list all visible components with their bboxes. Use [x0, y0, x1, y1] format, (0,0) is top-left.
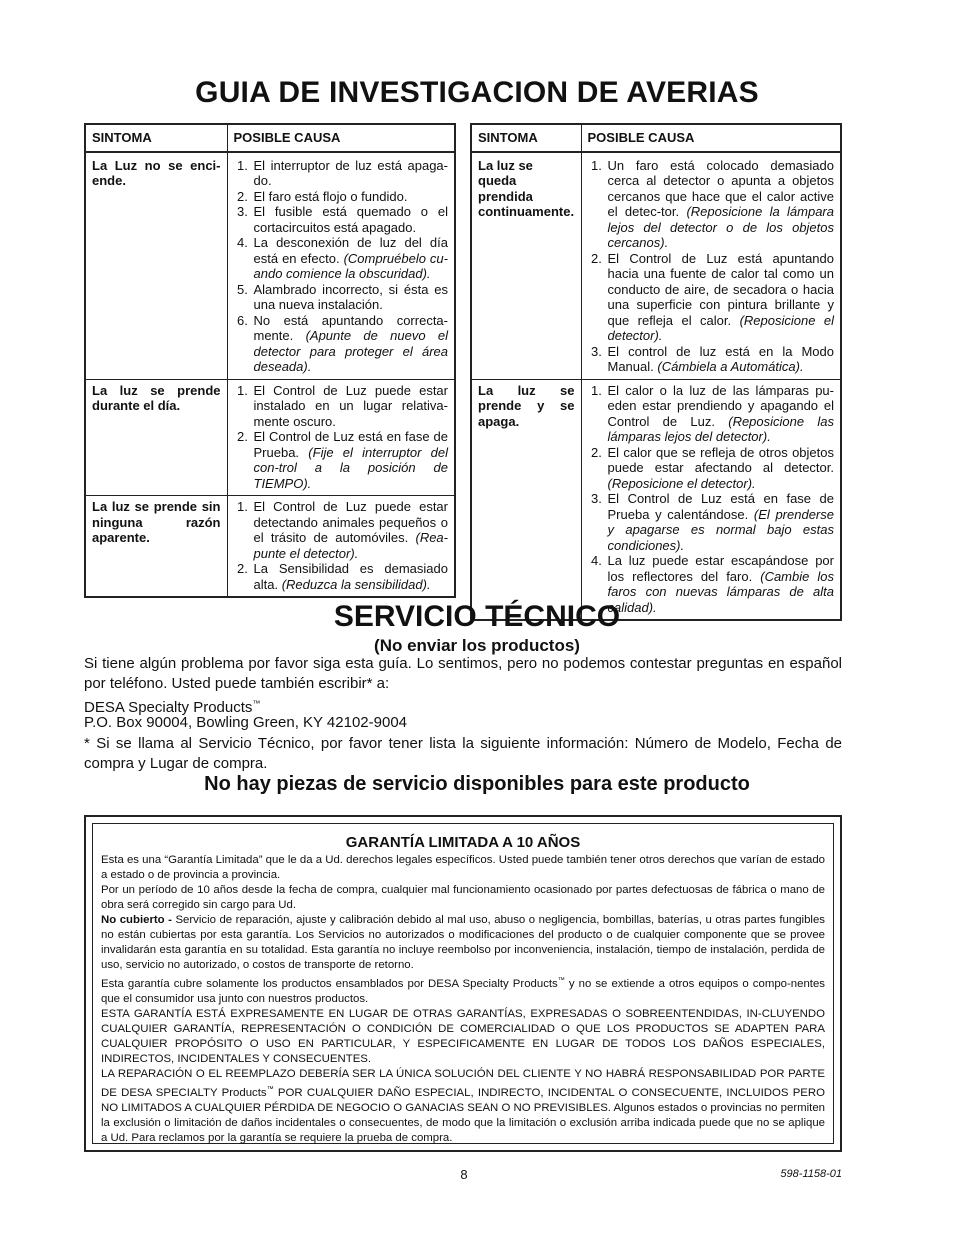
warranty-paragraph [101, 973, 825, 1007]
service-title: SERVICIO TÉCNICO [333, 600, 621, 633]
symptom-cell: La luz se queda prendida continuamente. [471, 152, 581, 380]
table-row [85, 152, 455, 380]
table-row [85, 496, 455, 598]
trademark-symbol: ™ [266, 1085, 274, 1093]
warranty-paragraph: ESTA GARANTÍA ESTÁ EXPRESAMENTE EN LUGAR DE OTRAS GARANTÍAS, EXPRESADAS O SOBREENTENDIDAS, IN-CLUYENDO CUALQUIER GARANTÍA, REPRESENTACIÓN O CONDICIÓN DE COMERCIALIDAD O QUE LOS PRODUCTOS SE ADAPTEN PARA CUALQUIER PROPÓSITO O USO EN PARTICULAR, Y ESPECIFICAMENTE EN LUGAR DE TODOS LOS DAÑOS ESPECIALES, INDIRECTOS, INCIDENTALES Y CONSECUENTES. [101, 1007, 825, 1065]
trademark-symbol: ™ [252, 699, 261, 708]
cause-note: (Compruébelo cu-ando comience la obscuridad). [253, 250, 448, 281]
warranty-box [84, 815, 842, 1152]
troubleshooting-table-left [84, 123, 456, 598]
trademark-symbol: ™ [557, 977, 565, 984]
not-covered-label: No cubierto - [101, 914, 172, 926]
table-row [471, 379, 841, 620]
cause-text: El fusible está quemado o el cortacircuitos está apagado. [253, 204, 448, 235]
cause-note: (Reposicione la lámpara lejos del detector o de los objetos cercanos). [607, 204, 834, 250]
cause-text: El Control de Luz puede estar detectando animales pequeños o el trásito de automóviles. [253, 499, 448, 545]
cause-text: El calor o la luz de las lámparas pu-eden estar prendiendo y apagando el Control de Luz. [607, 382, 834, 429]
cause-item [252, 313, 449, 375]
cause-list [234, 158, 449, 375]
cause-list [588, 158, 835, 375]
table-header-row [471, 124, 841, 152]
document-number: 598-1158-01 [780, 1168, 842, 1180]
cause-note: (Rea-punte el detector). [253, 530, 448, 561]
service-subtitle: (No enviar los productos) [374, 636, 580, 655]
cause-item [252, 561, 449, 592]
cause-item [606, 445, 835, 492]
no-parts-heading: No hay piezas de servicio disponibles para este producto [204, 773, 750, 795]
symptom-cell: La Luz no se enci-ende. [85, 152, 227, 380]
cause-list [234, 499, 449, 592]
cause-cell [581, 152, 841, 380]
cause-cell [581, 379, 841, 620]
troubleshooting-table-right [470, 123, 842, 621]
cause-cell [227, 496, 455, 598]
warranty-paragraph: Esta es una “Garantía Limitada” que le da a Ud. derechos legales específicos. Usted puede también tener otros derechos que varían de estado a estado o de provincia a provincia. [101, 854, 825, 881]
cause-item [606, 383, 835, 445]
cause-item [606, 344, 835, 375]
cause-note: (Reposicione el detector). [607, 475, 756, 491]
cause-text: El Control de Luz está en fase de Prueba y calentándose. [607, 491, 834, 522]
cause-item [606, 491, 835, 553]
company-name: DESA Specialty Products [84, 699, 253, 716]
symptom-cell: La luz se prende durante el día. [85, 379, 227, 496]
not-covered-text: Servicio de reparación, ajuste y calibración debido al mal uso, abuso o negligencia, bombillas, baterías, u otras partes fungibles no están cubiertas por esta garantía. Los Servicios no autorizados o modificaciones del producto o de cualquier componente que se provee invalidarán esta garantía en su totalidad. Esta garantía no incluye reembolso por inconveniencia, instalación, tiempo de instalación, perdida de uso, servicio no autorizado, o costos de transporte de retorno. [101, 914, 825, 971]
cause-cell [227, 379, 455, 496]
cause-item [252, 499, 449, 561]
warranty-paragraph: Por un período de 10 años desde la fecha de compra, cualquier mal funcionamiento ocasionado por partes defectuosas de fábrica o mano de obra será corregido sin cargo para Ud. [101, 884, 825, 911]
cause-item [252, 282, 449, 313]
cause-item [606, 251, 835, 344]
cause-text: El control de luz está en la Modo Manual. [607, 343, 834, 374]
remedy-text-end: Algunos estados o provincias no permiten la exclusión o limitación de daños incidentales o consecuentes, de modo que la limitación o exclusión arriba indicada puede que no se aplique a Ud. Para reclamos por la garantía se requiere la prueba de compra. [101, 1101, 825, 1144]
cause-text: Un faro está colocado demasiado cerca al detector o apunta a objetos cercanos que hace que el calor active el detec-tor. [607, 157, 834, 219]
header-symptom: SINTOMA [471, 124, 581, 152]
remedy-text-cont: POR CUALQUIER DAÑO ESPECIAL, INDIRECTO, INCIDENTAL O CONSECUENTE, INCLUIDOS PERO NO LIMITADOS A CUALQUIER PÉRDIDA DE NEGOCIO O GANACIAS SEAN O NO PREVISIBLES. [101, 1086, 825, 1114]
cause-text: El faro está flojo o fundido. [253, 188, 408, 204]
cause-text: El Control de Luz está apuntando hacia una fuente de calor tal como un conducto de aire, de secadora o hacia una superficie con pintura brillante y que refleja el calor. [607, 250, 834, 328]
service-address: P.O. Box 90004, Bowling Green, KY 42102-9004 [84, 714, 408, 731]
header-symptom: SINTOMA [85, 124, 227, 152]
table-row [471, 152, 841, 380]
cause-item [252, 158, 449, 189]
cause-item [606, 158, 835, 251]
cause-item [252, 383, 449, 430]
warranty-title: GARANTÍA LIMITADA A 10 AÑOS [345, 834, 581, 851]
cause-list [234, 383, 449, 492]
cause-text: El Control de Luz puede estar instalado en un lugar relativa-mente oscuro. [253, 382, 448, 429]
warranty-paragraph [101, 913, 825, 973]
cause-text: La Sensibilidad es demasiado alta. [253, 561, 448, 592]
cause-text: El interruptor de luz está apaga-do. [253, 157, 448, 188]
header-cause: POSIBLE CAUSA [227, 124, 455, 152]
warranty-paragraph [101, 1067, 825, 1146]
page-number: 8 [460, 1167, 468, 1182]
cause-item [252, 204, 449, 235]
cause-text: La luz puede estar escapándose por los reflectores del faro. [607, 553, 834, 584]
service-intro: Si tiene algún problema por favor siga esta guía. Lo sentimos, pero no podemos contestar preguntas en español por teléfono. Usted puede también escribir* a: [84, 655, 842, 692]
cause-note: (Reposicione el detector). [607, 312, 834, 343]
header-cause: POSIBLE CAUSA [581, 124, 841, 152]
page-title: GUIA DE INVESTIGACION DE AVERIAS [195, 76, 759, 109]
cause-text: Alambrado incorrecto, si ésta es una nueva instalación. [253, 281, 448, 312]
cause-item [252, 235, 449, 282]
cause-note: (Fije el interruptor del con-trol a la posición de TIEMPO). [253, 444, 448, 491]
cause-cell [227, 152, 455, 380]
cause-text: El Control de Luz está en fase de Prueba. [253, 429, 448, 460]
cause-note: (Reduzca la sensibilidad). [281, 576, 431, 592]
cause-note: (Cambie los faros con nuevas lámparas de alta calidad). [607, 568, 834, 615]
symptom-cell: La luz se prende sin ninguna razón aparente. [85, 496, 227, 598]
remedy-text: LA REPARACIÓN O EL REEMPLAZO DEBERÍA SER LA ÚNICA SOLUCIÓN DEL CLIENTE Y NO HABRÁ RESPONSABILIDAD POR PARTE DE DESA SPECIALTY Products [101, 1067, 825, 1099]
symptom-cell: La luz se prende y se apaga. [471, 379, 581, 620]
coverage-text: Esta garantía cubre solamente los productos ensamblados por DESA Specialty Products [101, 977, 558, 990]
cause-note: (Apunte de nuevo el detector para proteger el área deseada). [253, 328, 448, 374]
cause-text: El calor que se refleja de otros objetos puede estar afectando al detector. [607, 444, 834, 475]
cause-item [252, 189, 449, 205]
cause-note: (Reposicione las lámparas lejos del detector). [607, 413, 834, 444]
warranty-inner-frame [92, 823, 834, 1144]
table-row [85, 379, 455, 496]
table-header-row [85, 124, 455, 152]
cause-note: (Cámbiela a Automática). [657, 359, 804, 374]
cause-item [252, 429, 449, 491]
service-note: * Si se llama al Servicio Técnico, por favor tener lista la siguiente información: Número de Modelo, Fecha de compra y Lugar de compra. [84, 735, 842, 772]
cause-note: (El prenderse y apagarse es normal bajo estas condiciones). [607, 506, 834, 553]
coverage-text-end: y no se extiende a otros equipos o compo-nentes que el consumidor usa junto con nuestros productos. [101, 977, 825, 1005]
cause-text: La desconexión de luz del día está en efecto. [253, 235, 448, 266]
cause-text: No está apuntando correcta-mente. [253, 312, 448, 343]
cause-list [588, 383, 835, 616]
